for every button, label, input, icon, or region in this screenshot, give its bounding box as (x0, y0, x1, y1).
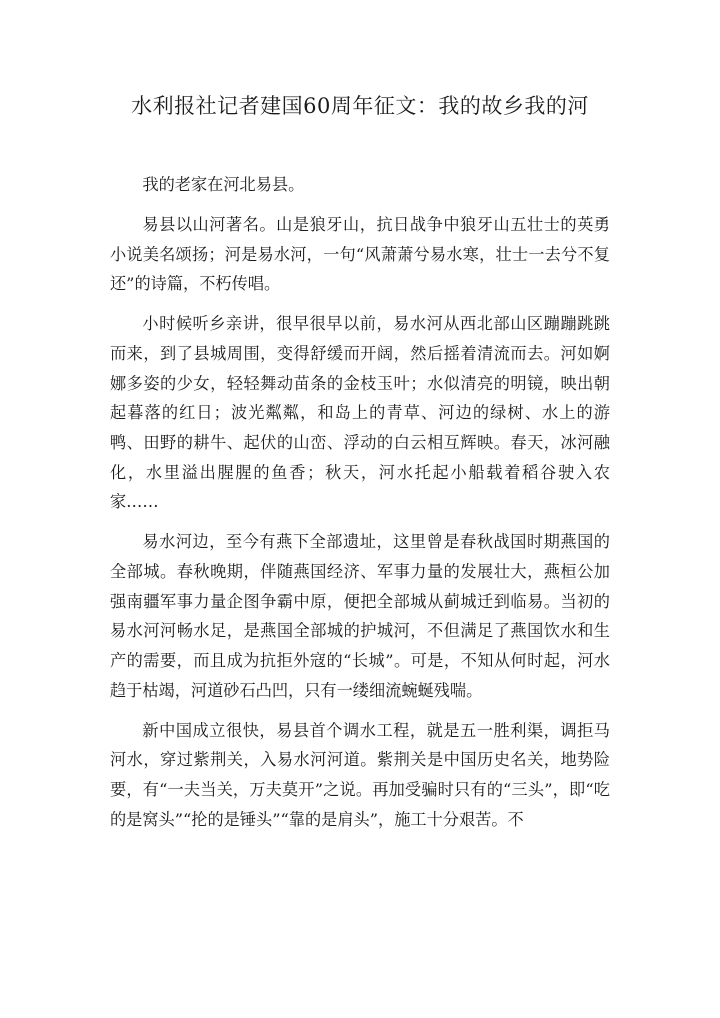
document-body (110, 170, 610, 845)
paragraph-1: 我的老家在河北易县。 (142, 175, 305, 194)
paragraph-4: 易水河边，至今有燕下全部遗址，这里曾是春秋战国时期燕国的全部城。春秋晚期，伴随燕国经济、军事力量的发展壮大，燕桓公加强南疆军事力量企图争霸中原，便把全部城从蓟城迁到临易。当初的易水河河畅水足，是燕国全部城的护城河，不但满足了燕国饮水和生产的需要，而且成为抗拒外寇的“长城”。可是，不知从何时起，河水趋于枯竭，河道砂石凸凹，只有一缕细流蜿蜒残喘。 (110, 532, 610, 700)
paragraph-3: 小时候听乡亲讲，很早很早以前，易水河从西北部山区蹦蹦跳跳而来，到了县城周围，变得舒缓而开阔，然后摇着清流而去。河如婀娜多姿的少女，轻轻舞动苗条的金枝玉叶；水似清亮的明镜，映出朝起暮落的红日；波光粼粼，和岛上的青草、河边的绿树、水上的游鸭、田野的耕牛、起伏的山峦、浮动的白云相互辉映。春天，冰河融化，水里溢出腥腥的鱼香；秋天，河水托起小船载着稻谷驶入农家…… (110, 314, 610, 512)
paragraph-2: 易县以山河著名。山是狼牙山，抗日战争中狼牙山五壮士的英勇小说美名颂扬；河是易水河，一句“风萧萧兮易水寒，壮士一去兮不复还”的诗篇，不朽传唱。 (110, 214, 610, 294)
document-title: 水利报社记者建国60周年征文：我的故乡我的河 (131, 94, 589, 118)
paragraph-5: 新中国成立很快，易县首个调水工程，就是五一胜利渠，调拒马河水，穿过紫荆关，入易水河河道。紫荆关是中国历史名关，地势险要，有“一夫当关，万夫莫开”之说。再加受骗时只有的“三头”，即“吃的是窝头”“抡的是锤头”“靠的是肩头”，施工十分艰苦。不 (110, 720, 610, 829)
